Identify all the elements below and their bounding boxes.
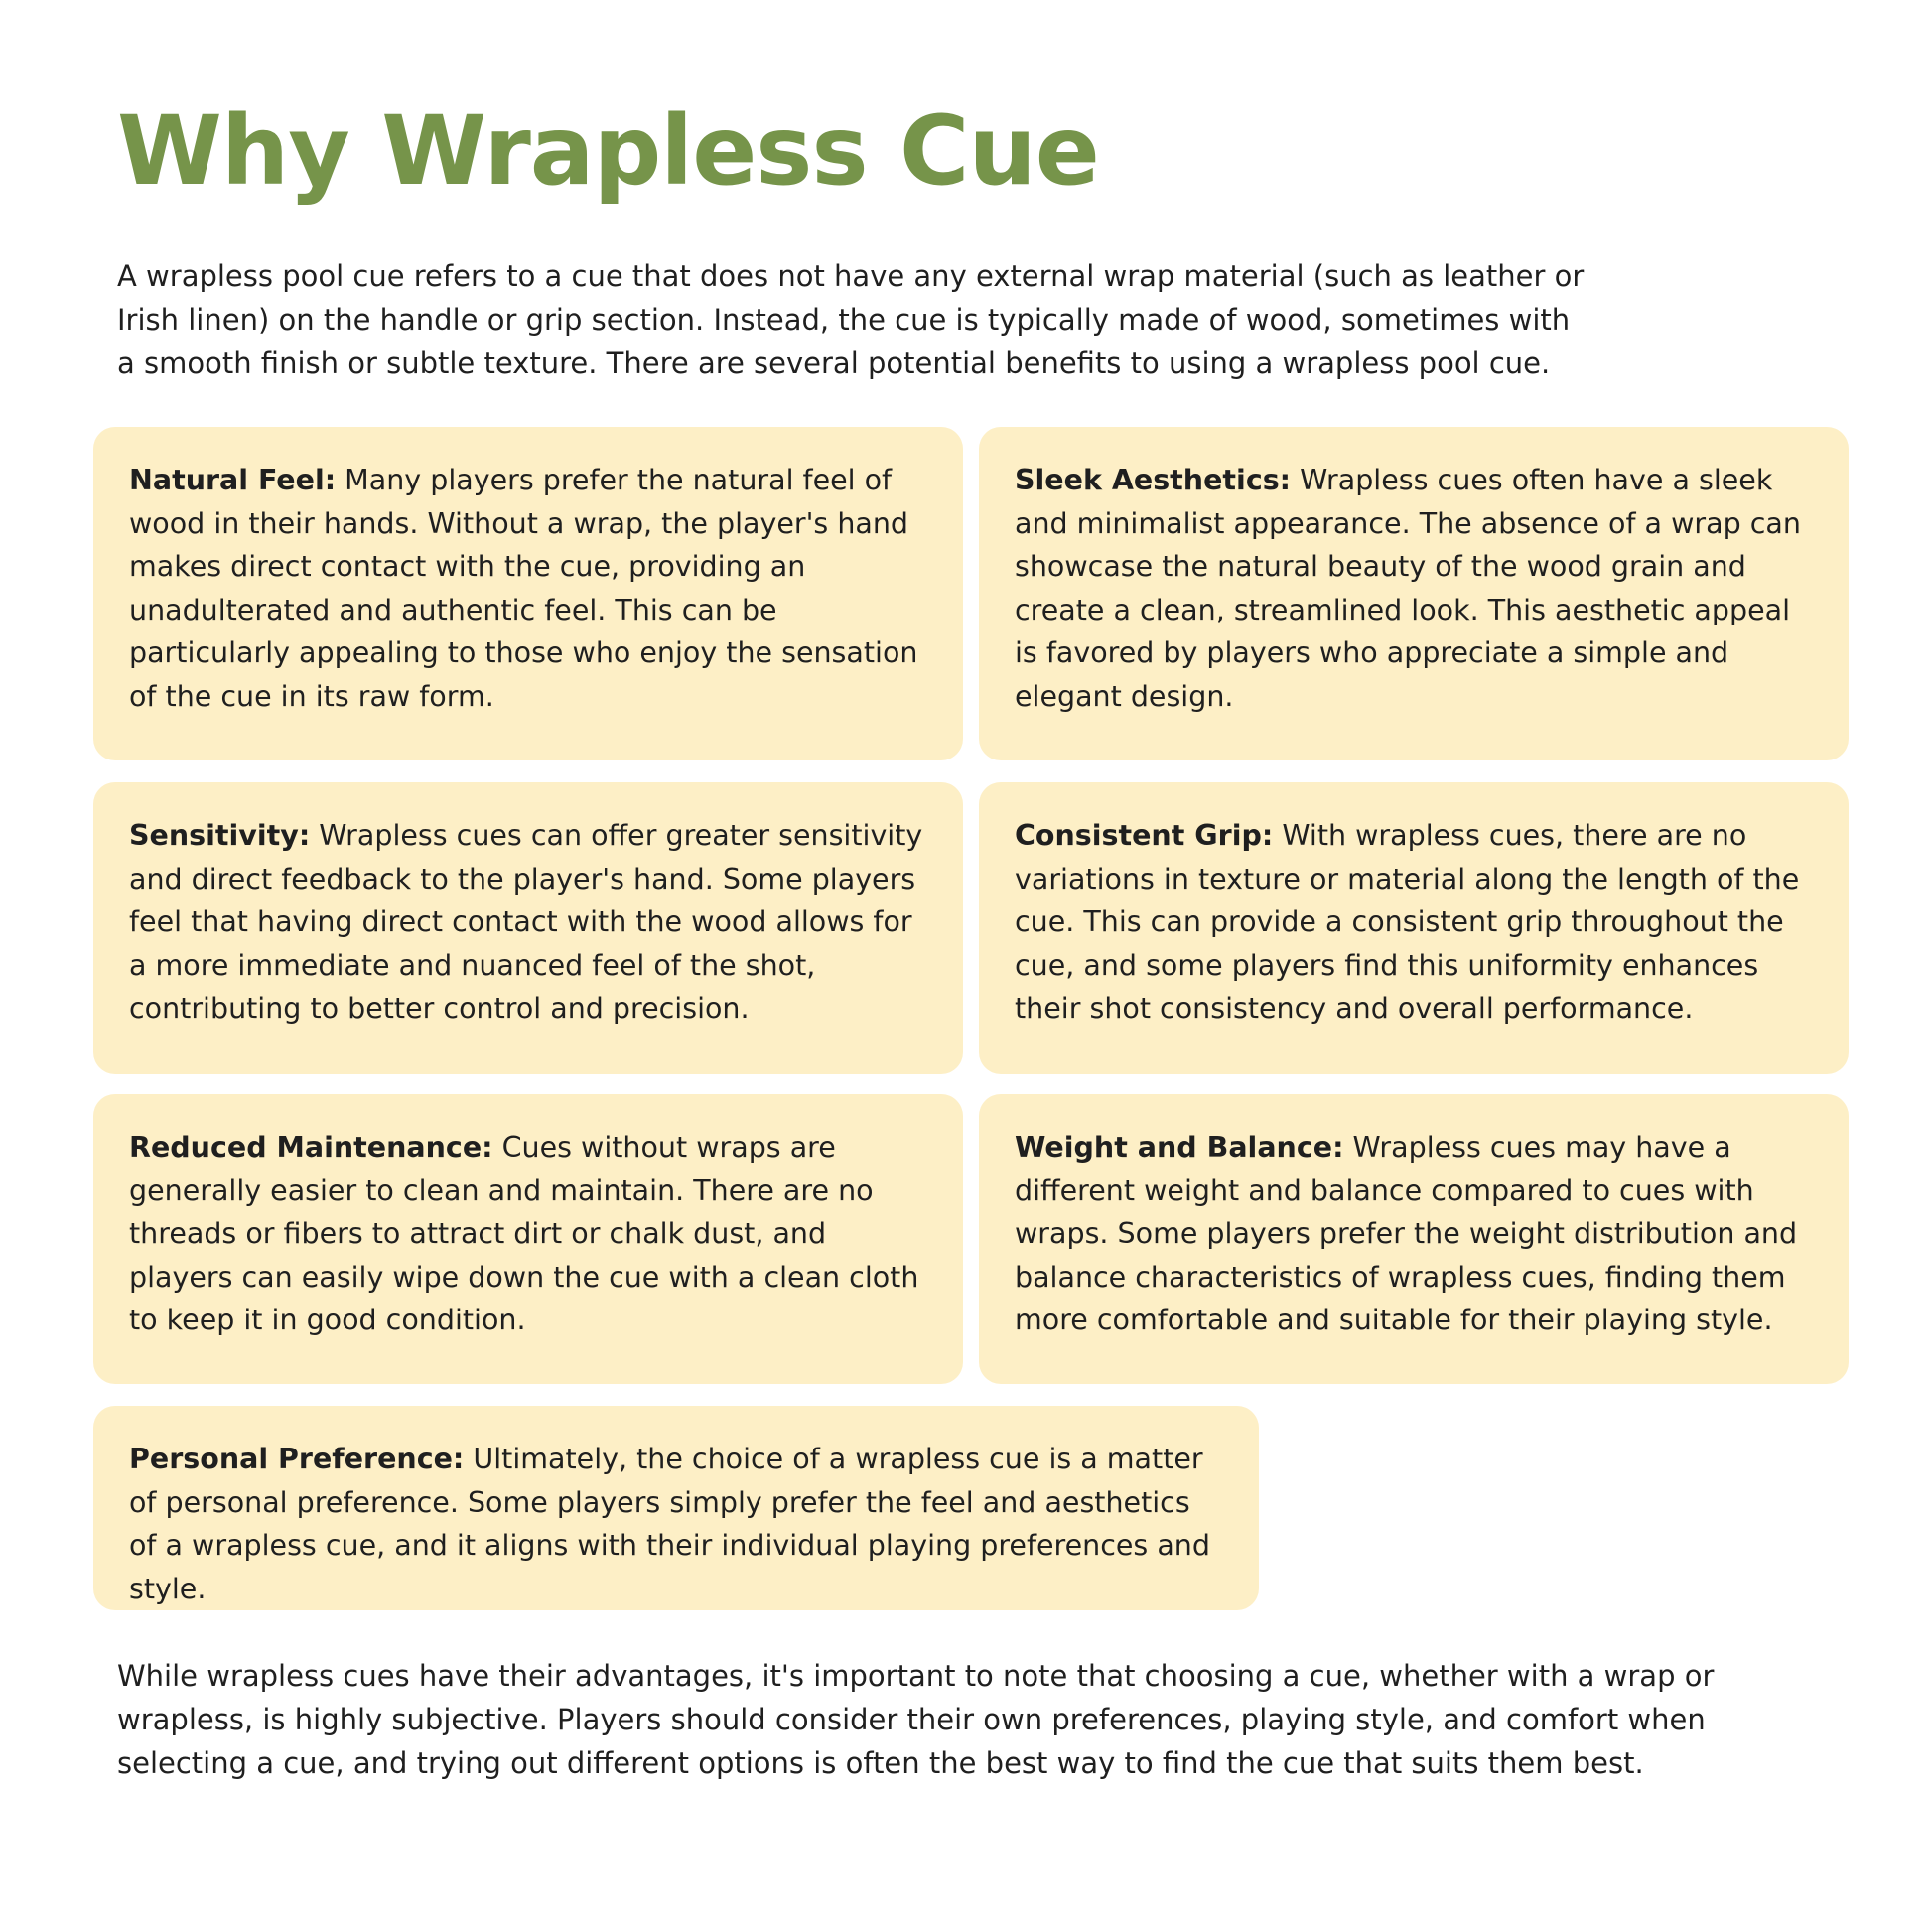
benefit-text: Wrapless cues often have a sleek and minimalist appearance. The absence of a wrap can showcase the natural beauty of the wood grain and create a clean, streamlined look. This aesthetic appeal is favored by players who appreciate a simple and elegant design. [1015,464,1801,713]
benefit-text: Wrapless cues may have a different weight and balance compared to cues with wraps. Some players prefer the weight distribution and balance characteristics of wrapless cues, finding them more comfortable and suitable for their playing style. [1015,1131,1798,1336]
benefit-text: Ultimately, the choice of a wrapless cue is a matter of personal preference. Some players simply prefer the feel and aesthetics of a wrapless cue, and it aligns with their individual playing preferences and style. [129,1443,1210,1605]
benefit-card-sleek-aesthetics [979,427,1849,760]
benefit-title: Natural Feel: [129,464,337,496]
benefit-title: Personal Preference: [129,1443,465,1475]
benefit-text: Many players prefer the natural feel of wood in their hands. Without a wrap, the player's hand makes direct contact with the cue, providing an unadulterated and authentic feel. This can be particularly appealing to those who enjoy the sensation of the cue in its raw form. [129,464,918,713]
benefit-card-natural-feel [93,427,963,760]
benefit-card-personal-preference [93,1406,1259,1610]
conclusion-paragraph: While wrapless cues have their advantages, it's important to note that choosing a cue, whether with a wrap or wrapless, is highly subjective. Players should consider their own preferences, playing style, and comfort when selecting a cue, and trying out different options is often the best way to find the cue that suits them best. [117,1659,1715,1780]
benefit-text: Cues without wraps are generally easier to clean and maintain. There are no threads or fibers to attract dirt or chalk dust, and players can easily wipe down the cue with a clean cloth to keep it in good condition. [129,1131,919,1336]
benefit-title: Sleek Aesthetics: [1015,464,1292,496]
benefit-title: Consistent Grip: [1015,819,1274,852]
benefit-card-reduced-maintenance [93,1094,963,1384]
benefit-title: Reduced Maintenance: [129,1131,493,1164]
benefit-title: Sensitivity: [129,819,311,852]
benefit-text: With wrapless cues, there are no variations in texture or material along the length of the cue. This can provide a consistent grip throughout the cue, and some players find this uniformity enhances their shot consistency and overall performance. [1015,819,1800,1025]
intro-paragraph: A wrapless pool cue refers to a cue that does not have any external wrap material (such as leather or Irish linen) on the handle or grip section. Instead, the cue is typically made of wood, sometimes with a smooth finish or subtle texture. There are several potential benefits to using a wrapless pool cue. [117,259,1585,380]
benefit-title: Weight and Balance: [1015,1131,1344,1164]
benefit-card-weight-and-balance [979,1094,1849,1384]
benefit-text: Wrapless cues can offer greater sensitivity and direct feedback to the player's hand. Some players feel that having direct contact with the wood allows for a more immediate and nuanced feel of the shot, contributing to better control and precision. [129,819,923,1025]
benefit-card-sensitivity [93,782,963,1074]
benefit-card-consistent-grip [979,782,1849,1074]
page-title: Why Wrapless Cue [117,95,1099,207]
